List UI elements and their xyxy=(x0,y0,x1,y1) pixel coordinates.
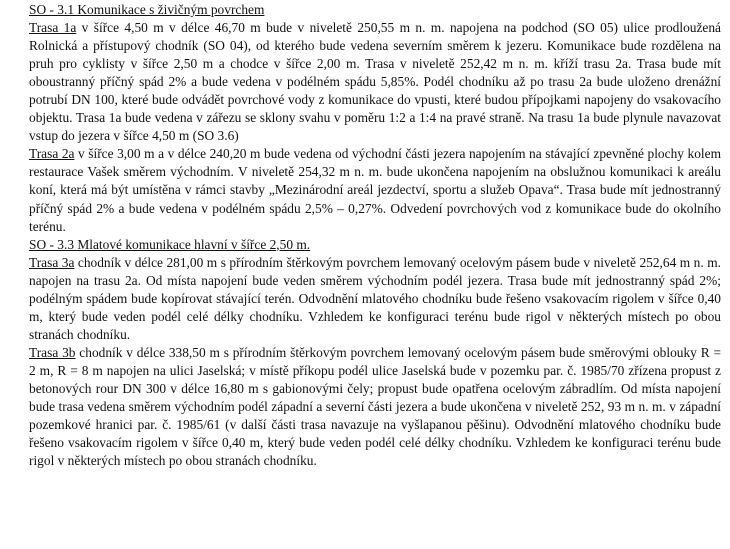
trasa-label: Trasa 2a xyxy=(29,146,75,162)
paragraph-text: chodník v délce 281,00 m s přírodním štěrkovým povrchem lemovaný ocelovým pásem bude v niveletě 252,64 m n. m. napojen na trasu 2a. Od místa napojení bude veden směrem východním podél jezera. Trasa bude mít jednostranný spád 2%; podélným spádem bude kopírovat stávající terén. Odvodnění mlatového chodníku bude řešeno vsakovacím rigolem v šířce 0,40 m, který bude veden podél celé délky chodníku. Vzhledem ke konfiguraci terénu bude rigol v některých místech po obou stranách chodníku. xyxy=(29,254,721,342)
trasa-label: Trasa 3a xyxy=(29,254,75,270)
trasa-label: Trasa 3b xyxy=(29,344,76,360)
paragraph-trasa-3a xyxy=(29,254,721,344)
section-heading-so-3-1: SO - 3.1 Komunikace s živičným povrchem xyxy=(29,2,265,17)
paragraph-text: v šířce 4,50 m v délce 46,70 m bude v niveletě 250,55 m n. m. napojena na podchod (SO 05) ulice prodloužená Rolnická a přístupový chodník (SO 04), od kterého bude vedena severním směrem k jezeru. Komunikace bude rozdělena na pruh pro cyklisty v šířce 2,50 m a chodce v šířce 2,00 m. Trasa v niveletě 252,42 m n. m. kříží trasu 2a. Trasa bude mít oboustranný příčný spád 2% a bude vedena v podélném spádu 5,85%. Podél chodníku až po trasu 2a bude uloženo drenážní potrubí DN 100, které bude odvádět povrchové vody z komunikace do vpusti, které budou přípojkami napojeny do vsakovacího objektu. Trasa 1a bude vedena v zářezu se sklony svahu v poměru 1:2 a 1:4 na pravé straně. Na trasu 1a bude plynule navazovat vstup do jezera v šířce 4,50 m (SO 3.6) xyxy=(29,20,721,144)
paragraph-trasa-3b xyxy=(29,344,721,470)
paragraph-text: v šířce 3,00 m a v délce 240,20 m bude vedena od východní části jezera napojením na stávající zpevněné plochy kolem restaurace Vašek směrem východním. V niveletě 254,32 m n. m. bude ukončena napojením na obslužnou komunikaci k areálu koní, která má být umístěna v rámci stavby „Mezinárodní areál jezdectví, sportu a služeb Opava“. Trasa bude mít jednostranný příčný spád 2% a bude vedena v podélném spádu 2,5% – 0,27%. Odvedení povrchových vod z komunikace bude do okolního terénu. xyxy=(29,146,721,234)
paragraph-text: chodník v délce 338,50 m s přírodním štěrkovým povrchem lemovaný ocelovým pásem bude směrovými oblouky R = 2 m, R = 8 m napojen na ulici Jaselská; v místě příkopu podél ulice Jaselská bude v pozemku par. č. 1985/70 zřízena propust z betonových rour DN 300 v délce 16,80 m s gabionovými čely; propust bude opatřena ocelovým zábradlím. Od místa napojení bude trasa vedena směrem východním podél západní a severní části jezera a bude ukončena v niveletě 252, 93 m n. m. v západní pozemkové hranici par. č. 1985/61 (v další části trasa navazuje na vyšlapanou pěšinu). Odvodnění mlatového chodníku bude řešeno vsakovacím rigolem v šířce 0,40 m, který bude veden podél celé délky chodníku. Vzhledem ke konfiguraci terénu bude rigol v některých místech po obou stranách chodníku. xyxy=(29,344,721,469)
document-page xyxy=(29,1,721,470)
section-heading-so-3-3: SO - 3.3 Mlatové komunikace hlavní v šířce 2,50 m. xyxy=(29,236,311,252)
paragraph-trasa-2a xyxy=(29,145,721,235)
trasa-label: Trasa 1a xyxy=(29,20,77,36)
paragraph-trasa-1a xyxy=(29,19,721,145)
